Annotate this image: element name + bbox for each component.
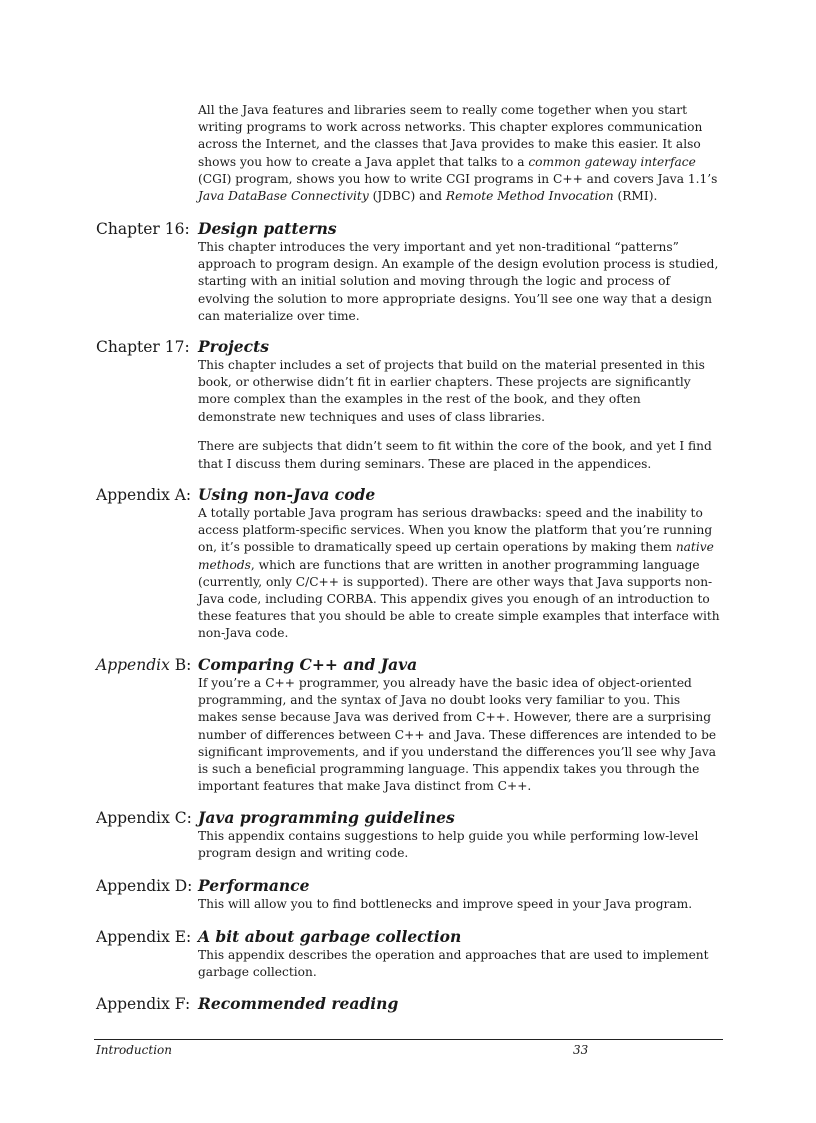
entry-body: A totally portable Java program has serious drawbacks: speed and the inability to access platform-specific services. When you know the platform that you’re running on, it’s possible to dramatically speed up certain operations by making them native methods, which are functions that are written in another programming language (currently, only C/C++ is supported). There are other ways that Java supports non-Java code, including CORBA. This appendix gives you enough of an introduction to these features that you should be able to create simple examples that interface with non-Java code.	[198, 506, 720, 641]
intro-paragraph: All the Java features and libraries seem to really come together when you start writing programs to work across networks. This chapter explores communication across the Internet, and the classes that Java provides to make this easier. It also shows you how to create a Java applet that talks to a common gateway interface (CGI) program, shows you how to write CGI programs in C++ and covers Java 1.1’s Java DataBase Connectivity (JDBC) and Remote Method Invocation (RMI).	[198, 103, 718, 204]
page-number: 33	[573, 1043, 589, 1057]
entry-label: Chapter 17:	[96, 338, 190, 356]
entry-label: Appendix F:	[96, 995, 191, 1013]
entry-label: Appendix E:	[96, 928, 192, 946]
entry-title: Design patterns	[198, 219, 337, 238]
entry-title: Comparing C++ and Java	[198, 655, 418, 674]
footer-section-title: Introduction	[96, 1043, 172, 1057]
entry-body: This appendix contains suggestions to help guide you while performing low-level program design and writing code.	[198, 829, 699, 861]
entry-title: A bit about garbage collection	[198, 927, 462, 946]
entry-label: Chapter 16:	[96, 220, 190, 238]
entry-label: Appendix B:	[96, 656, 192, 674]
entry-title: Java programming guidelines	[198, 808, 455, 827]
entry-title: Using non-Java code	[198, 485, 376, 504]
entry-label: Appendix A:	[96, 486, 192, 504]
entry-label: Appendix C:	[96, 809, 192, 827]
entry-body: This will allow you to find bottlenecks and improve speed in your Java program.	[198, 897, 693, 911]
entry-title: Projects	[198, 337, 269, 356]
entry-title: Recommended reading	[198, 994, 399, 1013]
appendices-note: There are subjects that didn’t seem to fit within the core of the book, and yet I find that I discuss them during seminars. These are placed in the appendices.	[198, 439, 712, 471]
entry-body: This appendix describes the operation and approaches that are used to implement garbage collection.	[198, 948, 709, 980]
entry-body: This chapter introduces the very important and yet non-traditional “patterns” approach to program design. An example of the design evolution process is studied, starting with an initial solution and moving through the logic and process of evolving the solution to more appropriate designs. You’ll see one way that a design can materialize over time.	[198, 240, 719, 323]
footer-rule	[94, 1039, 723, 1040]
entry-title: Performance	[198, 876, 310, 895]
entry-body: This chapter includes a set of projects that build on the material presented in this book, or otherwise didn’t fit in earlier chapters. These projects are significantly more complex than the examples in the rest of the book, and they often demonstrate new techniques and uses of class libraries. There are subjects that didn’t seem to fit within the core of the book, and yet I find that I discuss them during seminars. These are placed in the appendices.	[198, 357, 722, 473]
entry-label: Appendix D:	[96, 877, 193, 895]
entry-body: If you’re a C++ programmer, you already have the basic idea of object-oriented programming, and the syntax of Java no doubt looks very familiar to you. This makes sense because Java was derived from C++. However, there are a surprising number of differences between C++ and Java. These differences are intended to be significant improvements, and if you understand the differences you’ll see why Java is such a beneficial programming language. This appendix takes you through the important features that make Java distinct from C++.	[198, 676, 717, 794]
